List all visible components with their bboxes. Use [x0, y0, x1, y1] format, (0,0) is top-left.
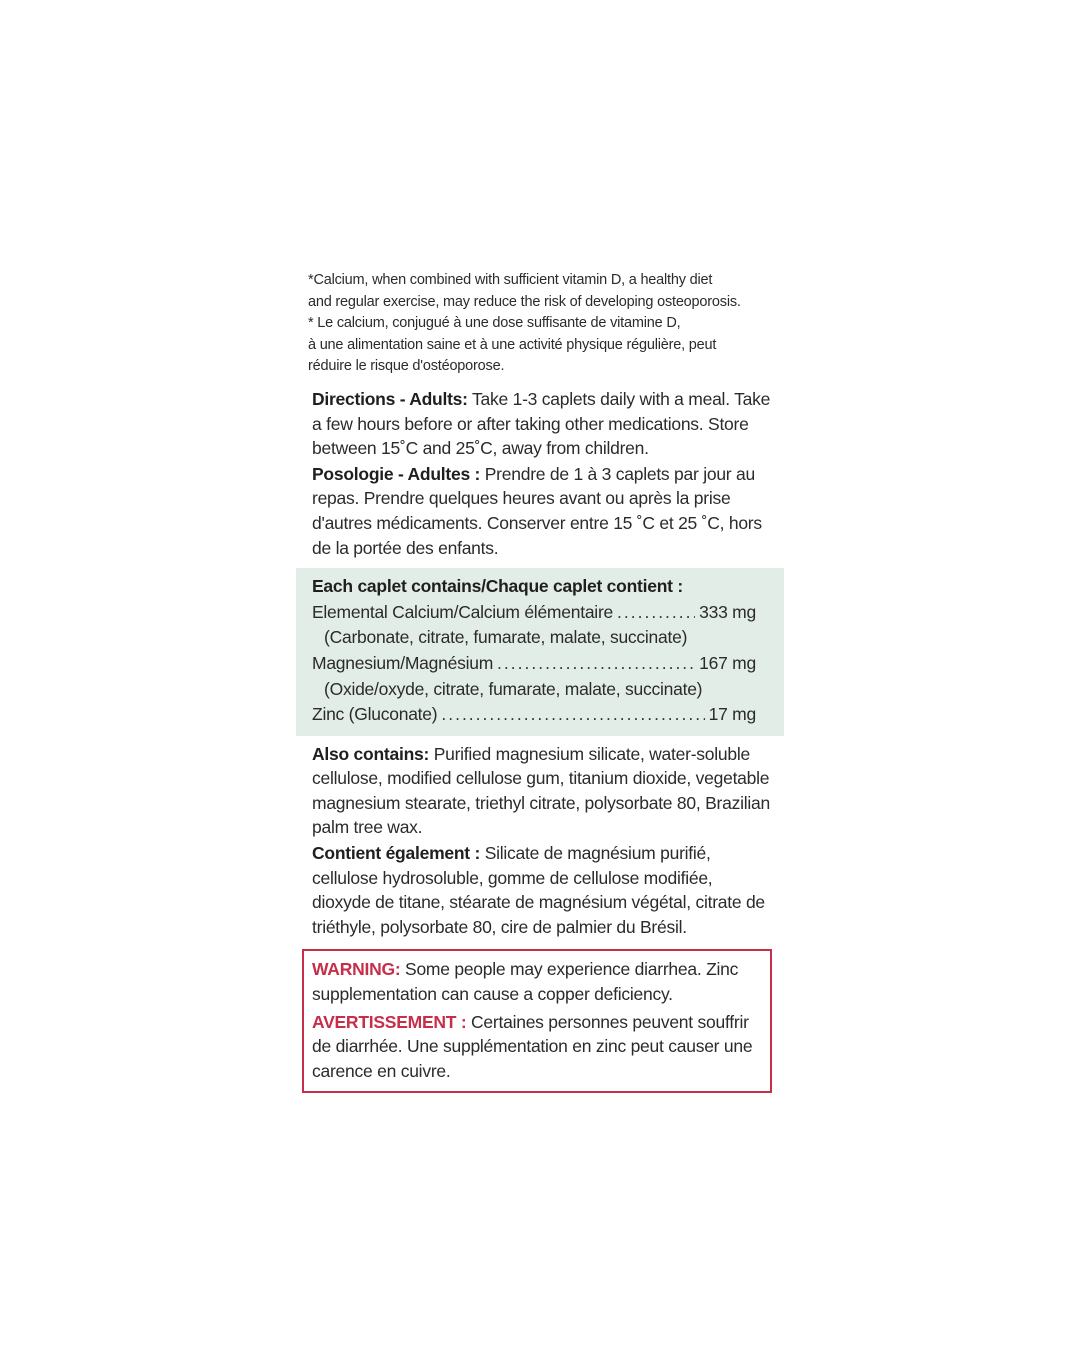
contents-title: Each caplet contains/Chaque caplet contient :	[312, 576, 683, 597]
directions-section	[296, 387, 784, 560]
ingredients-en	[312, 742, 774, 840]
ingredients-fr	[312, 841, 774, 939]
contents-item-amount: 333 mg	[699, 601, 756, 622]
directions-fr-heading: Posologie - Adultes :	[312, 463, 481, 484]
ingredients-en-heading: Also contains:	[312, 743, 430, 764]
directions-en-heading: Directions - Adults:	[312, 388, 468, 409]
contents-item-note: (Oxide/oxyde, citrate, fumarate, malate, succinate)	[324, 678, 703, 699]
ingredients-fr-text: Silicate de magnésium purifié, cellulose hydrosoluble, gomme de cellulose modifiée, dioxyde de titane, stéarate de magnésium végétal, citrate de triéthyle, polysorbate 80, cire de palmier du Brésil.	[312, 843, 765, 937]
dot-leader	[617, 600, 695, 626]
claim-en-line-2: and regular exercise, may reduce the risk of developing osteoporosis.	[308, 293, 741, 310]
warning-fr-heading: AVERTISSEMENT :	[312, 1011, 467, 1032]
contents-item-amount: 167 mg	[699, 652, 756, 673]
contents-item-note: (Carbonate, citrate, fumarate, malate, succinate)	[324, 627, 688, 648]
contents-row-calcium	[312, 600, 756, 626]
dot-leader	[441, 702, 704, 728]
ingredients-fr-heading: Contient également :	[312, 843, 481, 864]
directions-fr	[312, 462, 774, 560]
dot-leader	[497, 651, 695, 677]
ingredients-section	[296, 742, 784, 940]
claim-en-line-1: *Calcium, when combined with sufficient vitamin D, a healthy diet	[308, 272, 713, 288]
product-label	[296, 270, 784, 1093]
contents-item-amount: 17 mg	[708, 704, 756, 725]
warning-fr	[312, 1010, 760, 1084]
claim-fr-line-1: * Le calcium, conjugué à une dose suffisante de vitamine D,	[308, 315, 681, 332]
directions-fr-text: Prendre de 1 à 3 caplets par jour au repas. Prendre quelques heures avant ou après la prise d'autres médicaments. Conserver entre 15 ˚C et 25 ˚C, hors de la portée des enfants.	[312, 463, 762, 558]
directions-en	[312, 387, 774, 461]
contents-item-name: Elemental Calcium/Calcium élémentaire	[312, 601, 614, 622]
warning-en-text: Some people may experience diarrhea. Zinc supplementation can cause a copper deficiency.	[312, 959, 739, 1005]
contents-row-magnesium	[312, 651, 756, 677]
claim-fr-line-2: à une alimentation saine et à une activité physique régulière, peut	[308, 336, 717, 353]
contents-item-name: Zinc (Gluconate)	[312, 704, 438, 725]
contents-panel	[296, 568, 784, 736]
claim-fr-line-3: réduire le risque d'ostéoporose.	[308, 358, 505, 375]
directions-en-text: Take 1-3 caplets daily with a meal. Take a few hours before or after taking other medications. Store between 15˚C and 25˚C, away from children.	[312, 388, 771, 459]
ingredients-en-text: Purified magnesium silicate, water-soluble cellulose, modified cellulose gum, titanium dioxide, vegetable magnesium stearate, triethyl citrate, polysorbate 80, Brazilian palm tree wax.	[312, 743, 770, 838]
warning-fr-text: Certaines personnes peuvent souffrir de diarrhée. Une supplémentation en zinc peut causer une carence en cuivre.	[312, 1011, 753, 1081]
warning-box	[302, 949, 772, 1093]
warning-en	[312, 957, 760, 1006]
contents-row-zinc	[312, 702, 756, 728]
contents-item-name: Magnesium/Magnésium	[312, 652, 494, 673]
health-claim	[296, 270, 784, 378]
warning-en-heading: WARNING:	[312, 959, 401, 980]
